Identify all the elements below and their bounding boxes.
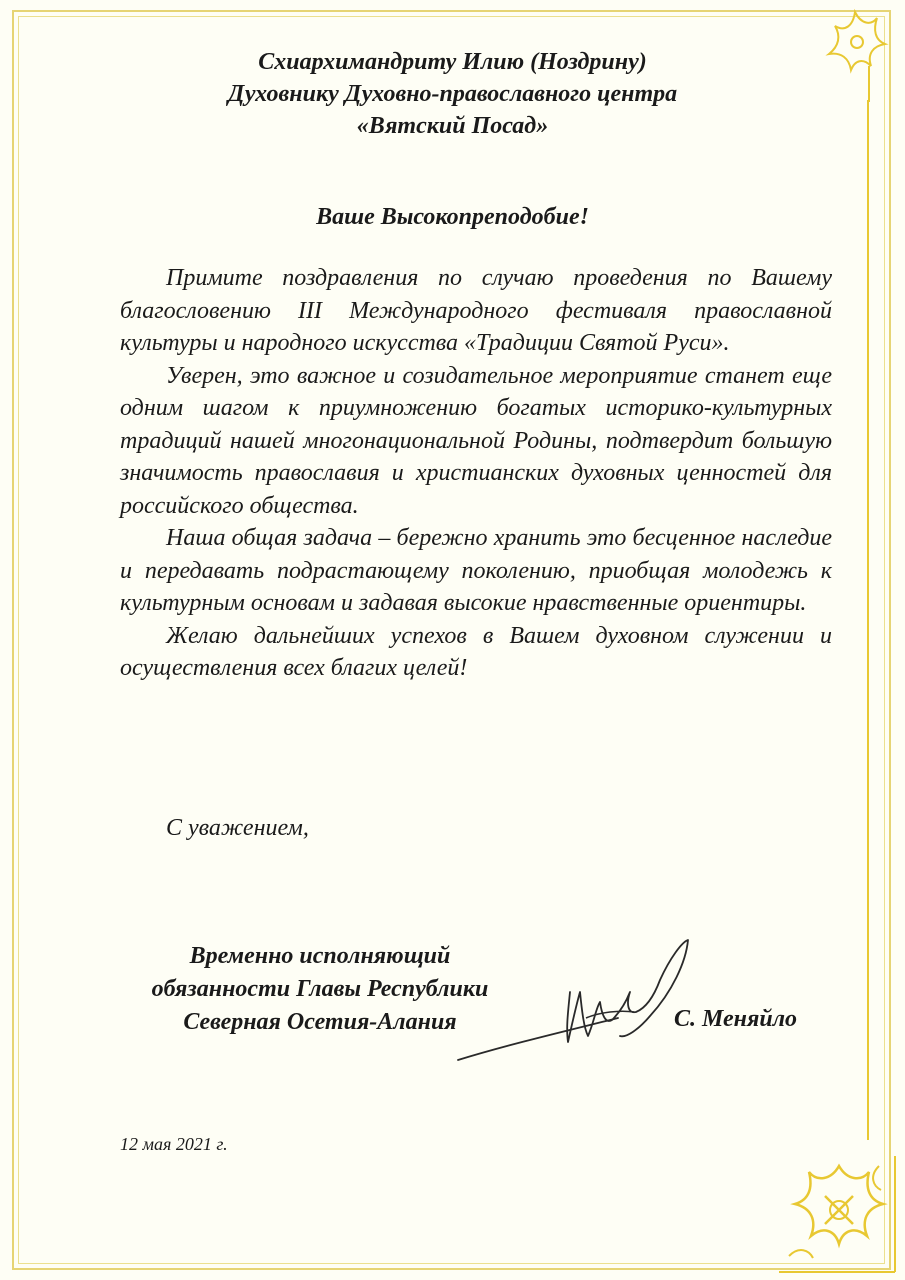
position-line-3: Северная Осетия-Алания xyxy=(183,1009,457,1035)
closing-phrase: С уважением, xyxy=(166,815,309,841)
right-border-ornament-icon xyxy=(863,100,873,1140)
addressee-line-3: «Вятский Посад» xyxy=(356,113,549,139)
corner-ornament-bottom-right-icon xyxy=(769,1146,899,1276)
body-paragraph-2: Уверен, это важное и созидательное мероприятие станет еще одним шагом к приумножению богатых историко-культурных традиций нашей многонациональной Родины, подтвердит большую значимость православия и христианских духовных ценностей для российского общества. xyxy=(120,362,832,519)
addressee-line-2: Духовнику Духовно-православного центра xyxy=(227,81,678,107)
salutation: Ваше Высокопреподобие! xyxy=(316,204,589,230)
letter-body xyxy=(120,262,832,685)
signer-name: С. Меняйло xyxy=(674,1006,798,1032)
addressee-block xyxy=(0,46,905,142)
position-line-1: Временно исполняющий xyxy=(189,943,451,969)
body-paragraph-1: Примите поздравления по случаю проведения по Вашему благословению III Международного фестиваля православной культуры и народного искусства «Традиции Святой Руси». xyxy=(120,265,832,356)
position-line-2: обязанности Главы Республики xyxy=(151,976,489,1002)
body-paragraph-4: Желаю дальнейших успехов в Вашем духовном служении и осуществления всех благих целей! xyxy=(120,622,832,681)
addressee-line-1: Схиархимандриту Илию (Ноздрину) xyxy=(258,49,647,75)
body-paragraph-3: Наша общая задача – бережно хранить это бесценное наследие и передавать подрастающему поколению, приобщая молодежь к культурным основам и задавая высокие нравственные ориентиры. xyxy=(120,525,832,616)
letter-date: 12 мая 2021 г. xyxy=(120,1134,228,1154)
handwritten-signature xyxy=(450,932,700,1072)
